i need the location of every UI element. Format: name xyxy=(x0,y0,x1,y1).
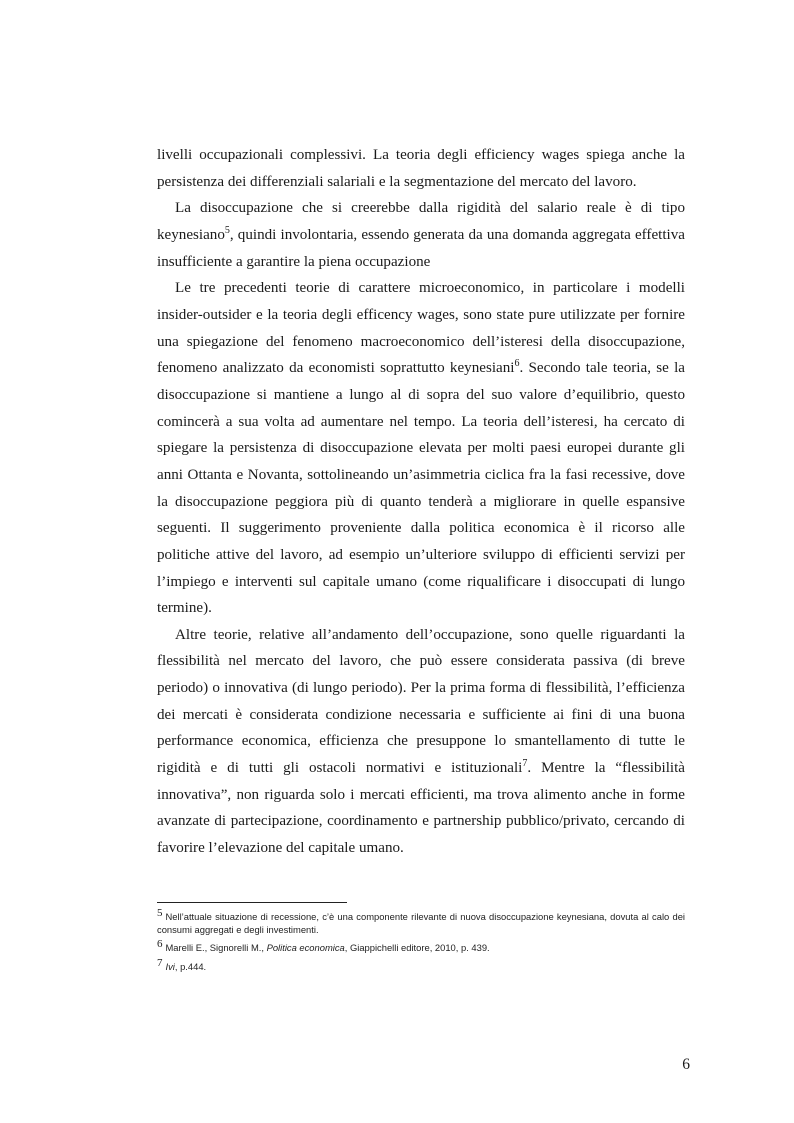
footnote-ref-6[interactable]: 6 xyxy=(514,358,520,370)
footnote-7-number: 7 xyxy=(157,956,163,969)
footnote-6-title: Politica economica xyxy=(266,942,345,954)
paragraph-2 xyxy=(157,195,685,275)
paragraph-3 xyxy=(157,275,685,622)
body-text xyxy=(157,142,685,862)
paragraph-4-text-b: . Mentre la “flessibilità innovativa”, non riguarda solo i mercati efficienti, ma trova alimento anche in forme avanzate di partecipazione, coordinamento e partnership pubblico/privato, cercando di favorire l’elevazione del capitale umano. xyxy=(157,760,686,857)
footnote-6-number: 6 xyxy=(157,938,163,951)
paragraph-4 xyxy=(157,622,685,862)
paragraph-2-text-b: , quindi involontaria, essendo generata da una domanda aggregata effettiva insufficiente a garantire la piena occupazione xyxy=(157,226,685,270)
footnote-ref-5[interactable]: 5 xyxy=(224,224,230,236)
footnote-separator xyxy=(157,902,347,903)
footnote-ref-7[interactable]: 7 xyxy=(522,758,528,770)
paragraph-2-text-a: La disoccupazione che si creerebbe dalla rigidità del salario reale è di tipo keynesiano xyxy=(157,200,685,243)
paragraph-4-text-a: Altre teorie, relative all’andamento dell’occupazione, sono quelle riguardanti la flessibilità nel mercato del lavoro, che può essere considerata passiva (di breve periodo) o innovativa (di lungo periodo). Per la prima forma di flessibilità, l’efficienza dei mercati è considerata condizione necessaria e sufficiente ai fini di una buona performance economica, efficienza che presuppone lo smantellamento di tutte le rigidità e di tutti gli ostacoli normativi e istituzionali xyxy=(157,626,685,777)
paragraph-3-text-a: Le tre precedenti teorie di carattere microeconomico, in particolare i modelli insider-outsider e la teoria degli efficency wages, sono state pure utilizzate per fornire una spiegazione del fenomeno macroeconomico dell’isteresi della disoccupazione, fenomeno analizzato da economisti soprattutto keynesiani xyxy=(157,280,685,377)
footnotes xyxy=(157,907,685,975)
paragraph-1-text: livelli occupazionali complessivi. La teoria degli efficiency wages spiega anche la persistenza dei differenziali salariali e la segmentazione del mercato del lavoro. xyxy=(157,147,685,190)
footnote-5-number: 5 xyxy=(157,907,163,919)
footnote-6-publisher: , Giappichelli editore, 2010, p. 439. xyxy=(344,942,490,954)
footnote-6-authors: Marelli E., Signorelli M., xyxy=(165,942,267,954)
footnote-5 xyxy=(157,907,685,936)
page-number: 6 xyxy=(682,1056,690,1073)
footnote-7-title: Ivi xyxy=(165,960,175,972)
footnote-5-text: Nell’attuale situazione di recessione, c’è una componente rilevante di nuova disoccupazione keynesiana, dovuta al calo dei consumi aggregati e degli investimenti. xyxy=(157,911,685,935)
footnote-7-page: , p.444. xyxy=(174,960,207,972)
footnote-7 xyxy=(157,957,685,974)
footnote-6 xyxy=(157,938,685,955)
paragraph-1 xyxy=(157,142,685,195)
paragraph-3-text-b: . Secondo tale teoria, se la disoccupazione si mantiene a lungo al di sopra del suo valore d’equilibrio, questo comincerà a sua volta ad aumentare nel tempo. La teoria dell’isteresi, ha cercato di spiegare la persistenza di disoccupazione elevata per molti paesi europei durante gli anni Ottanta e Novanta, sottolineando un’asimmetria ciclica fra la fasi recessive, dove la disoccupazione peggiora più di quanto tenderà a migliorare in quelle espansive seguenti. Il suggerimento proveniente dalla politica economica è il ricorso alle politiche attive del lavoro, ad esempio un’ulteriore sviluppo di efficienti servizi per l’impiego e interventi sul capitale umano (come riqualificare i disoccupati di lungo termine). xyxy=(157,360,685,617)
